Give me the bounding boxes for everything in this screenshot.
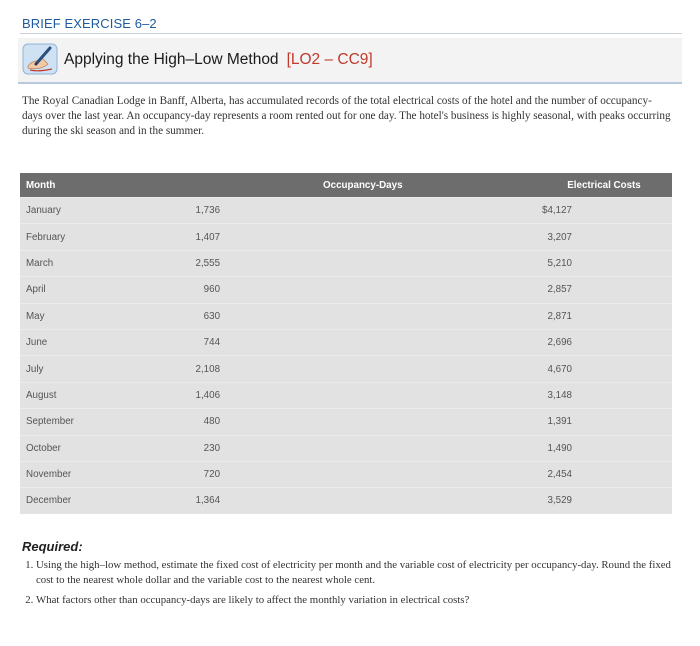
table-row xyxy=(20,329,672,355)
month-cell: December xyxy=(20,488,190,514)
required-item: 2. What factors other than occupancy-days are likely to affect the monthly variation in electrical costs? xyxy=(36,593,688,608)
month-cell: October xyxy=(20,435,190,461)
month-cell: August xyxy=(20,382,190,408)
column-header-occupancy-days: Occupancy-Days xyxy=(190,173,537,198)
electrical-costs-cell: 1,391 xyxy=(536,409,672,435)
required-item: 1. Using the high–low method, estimate the fixed cost of electricity per month and the variable cost of electricity per occupancy-day. Round the fixed cost to the nearest whole dollar and the variable cost to the nearest whole cent. xyxy=(36,558,688,588)
occupancy-days-cell: 960 xyxy=(190,277,537,303)
occupancy-days-cell: 720 xyxy=(190,461,537,487)
table-row xyxy=(20,303,672,329)
occupancy-days-cell: 230 xyxy=(190,435,537,461)
electrical-costs-cell: $4,127 xyxy=(536,198,672,224)
table-row xyxy=(20,198,672,224)
electrical-costs-cell: 1,490 xyxy=(536,435,672,461)
required-heading: Required: xyxy=(22,539,83,554)
occupancy-days-cell: 1,736 xyxy=(190,198,537,224)
table-row xyxy=(20,277,672,303)
occupancy-days-cell: 1,406 xyxy=(190,382,537,408)
occupancy-days-cell: 2,108 xyxy=(190,356,537,382)
table-row xyxy=(20,461,672,487)
learning-objectives: [LO2 – CC9] xyxy=(286,51,373,68)
electrical-costs-cell: 5,210 xyxy=(536,250,672,276)
month-cell: February xyxy=(20,224,190,250)
electrical-costs-cell: 4,670 xyxy=(536,356,672,382)
top-divider xyxy=(20,33,682,34)
table-row xyxy=(20,409,672,435)
electrical-costs-cell: 2,454 xyxy=(536,461,672,487)
month-cell: April xyxy=(20,277,190,303)
month-cell: July xyxy=(20,356,190,382)
occupancy-days-cell: 630 xyxy=(190,303,537,329)
table-header-row xyxy=(20,173,672,198)
occupancy-days-cell: 1,407 xyxy=(190,224,537,250)
column-header-month: Month xyxy=(20,173,190,198)
column-header-electrical-costs: Electrical Costs xyxy=(536,173,672,198)
exercise-label: BRIEF EXERCISE 6–2 xyxy=(22,16,157,31)
table-row xyxy=(20,382,672,408)
month-cell: November xyxy=(20,461,190,487)
electrical-costs-cell: 2,871 xyxy=(536,303,672,329)
month-cell: March xyxy=(20,250,190,276)
occupancy-days-cell: 744 xyxy=(190,329,537,355)
electrical-costs-cell: 3,207 xyxy=(536,224,672,250)
intro-paragraph: The Royal Canadian Lodge in Banff, Alberta, has accumulated records of the total electrical costs of the hotel and the number of occupancy-days over the last year. An occupancy-day represents a room rented out for one day. The hotel's business is highly seasonal, with peaks occurring during the ski season and in the summer. xyxy=(22,95,671,137)
table-row xyxy=(20,488,672,514)
electrical-costs-cell: 3,529 xyxy=(536,488,672,514)
electrical-costs-cell: 3,148 xyxy=(536,382,672,408)
electrical-costs-cell: 2,857 xyxy=(536,277,672,303)
occupancy-days-cell: 1,364 xyxy=(190,488,537,514)
exercise-header xyxy=(18,38,682,82)
month-cell: June xyxy=(20,329,190,355)
table-row xyxy=(20,435,672,461)
electrical-costs-cell: 2,696 xyxy=(536,329,672,355)
exercise-title-text: Applying the High–Low Method xyxy=(64,51,279,68)
header-divider xyxy=(18,82,682,84)
pencil-hand-icon xyxy=(22,42,58,76)
table-row xyxy=(20,356,672,382)
exercise-title xyxy=(64,51,373,69)
table-row xyxy=(20,224,672,250)
occupancy-days-cell: 480 xyxy=(190,409,537,435)
table-row xyxy=(20,250,672,276)
data-table xyxy=(20,173,672,514)
occupancy-days-cell: 2,555 xyxy=(190,250,537,276)
month-cell: May xyxy=(20,303,190,329)
required-list xyxy=(22,558,688,613)
month-cell: September xyxy=(20,409,190,435)
month-cell: January xyxy=(20,198,190,224)
